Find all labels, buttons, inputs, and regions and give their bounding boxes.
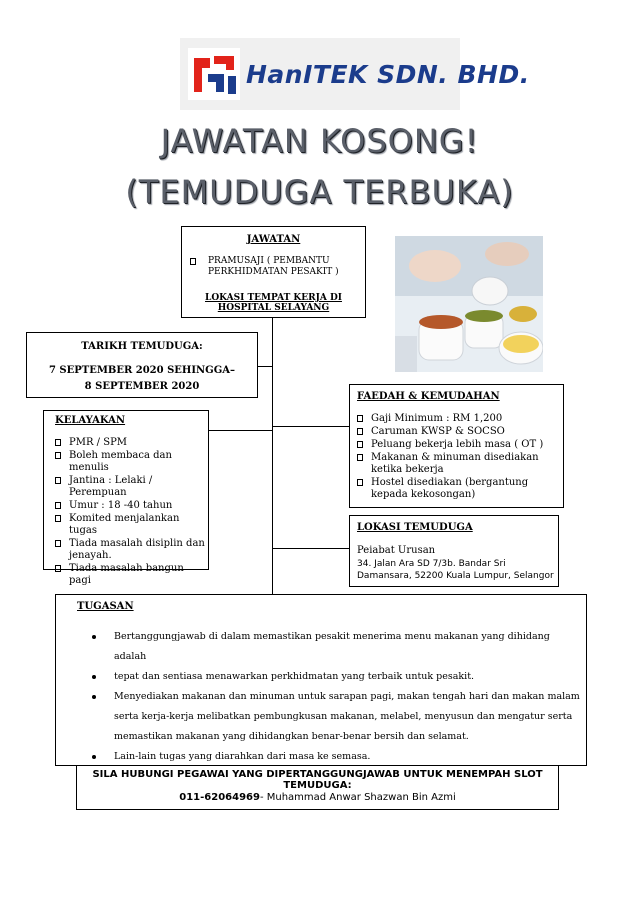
list-item: Peluang bekerja lebih masa ( OT ) <box>357 439 557 451</box>
contact-person: - Muhammad Anwar Shazwan Bin Azmi <box>259 792 456 803</box>
lokasi-box <box>349 515 559 587</box>
list-item: Hostel disediakan (bergantung kepada kekosongan) <box>357 477 557 501</box>
jawatan-item-text: PRAMUSAJI ( PEMBANTU PERKHIDMATAN PESAKIT ) <box>208 256 339 277</box>
connector-main-vertical <box>272 318 273 595</box>
tarikh-heading: TARIKH TEMUDUGA: <box>81 341 203 352</box>
checkbox-icon <box>55 439 61 446</box>
checkbox-icon <box>357 441 363 448</box>
list-item: Komited menjalankan tugas <box>55 513 205 537</box>
bullet-icon <box>92 695 96 699</box>
hanitek-logo-icon <box>188 48 240 100</box>
checkbox-icon <box>357 428 363 435</box>
list-item: PMR / SPM <box>55 437 205 449</box>
tarikh-date-start: 7 SEPTEMBER 2020 SEHINGGA– <box>48 365 236 376</box>
contact-box <box>76 766 559 810</box>
checkbox-icon <box>55 515 61 522</box>
headline-subtitle: (TEMUDUGA TERBUKA) <box>125 173 514 211</box>
checkbox-icon <box>55 540 61 547</box>
checkbox-icon <box>357 479 363 486</box>
connector-kelayakan <box>209 430 272 431</box>
checkbox-icon <box>55 452 61 459</box>
faedah-heading: FAEDAH & KEMUDAHAN <box>357 391 500 402</box>
tugasan-box <box>55 594 587 766</box>
kelayakan-list <box>55 437 205 588</box>
list-item: tepat dan sentiasa menawarkan perkhidmatan yang terbaik untuk pesakit. <box>92 667 582 687</box>
list-item: Gaji Minimum : RM 1,200 <box>357 413 557 425</box>
headline-title: JAWATAN KOSONG! <box>160 122 479 160</box>
checkbox-icon <box>55 477 61 484</box>
list-item: Lain-lain tugas yang diarahkan dari masa ke semasa. <box>92 747 582 767</box>
tarikh-box <box>26 332 258 398</box>
bullet-icon <box>92 755 96 759</box>
jawatan-location: LOKASI TEMPAT KERJA DI HOSPITAL SELAYANG <box>205 293 342 313</box>
kelayakan-heading: KELAYAKAN <box>55 415 126 426</box>
list-item: Bertanggungjawab di dalam memastikan pesakit menerima menu makanan yang dihidang adalah <box>92 627 582 667</box>
bullet-icon <box>92 675 96 679</box>
connector-tarikh <box>258 366 272 367</box>
checkbox-icon <box>357 454 363 461</box>
list-item: Caruman KWSP & SOCSO <box>357 426 557 438</box>
checkbox-icon <box>190 258 196 265</box>
connector-lokasi <box>272 548 349 549</box>
tarikh-dates <box>27 363 257 395</box>
jawatan-box <box>181 226 366 318</box>
company-logo <box>180 38 530 110</box>
list-item: Boleh membaca dan menulis <box>55 450 205 474</box>
list-item: Makanan & minuman disediakan ketika bekerja <box>357 452 557 476</box>
connector-faedah <box>272 426 349 427</box>
checkbox-icon <box>55 565 61 572</box>
food-service-photo <box>395 236 543 372</box>
kelayakan-box <box>43 410 209 586</box>
company-name: HanITEK SDN. BHD. <box>246 60 530 89</box>
contact-line <box>77 792 558 803</box>
list-item: Menyediakan makanan dan minuman untuk sarapan pagi, makan tengah hari dan makan malam serta kerja-kerja melibatkan pembungkusan makanan, melabel, menyusun dan mengatur serta memastikan makanan yang dihidangkan benar-benar bersih dan selamat. <box>92 687 582 747</box>
checkbox-icon <box>357 415 363 422</box>
tugasan-heading: TUGASAN <box>77 601 134 612</box>
tarikh-date-end: 8 SEPTEMBER 2020 <box>84 381 200 392</box>
list-item: Tiada masalah disiplin dan jenayah. <box>55 538 205 562</box>
lokasi-heading: LOKASI TEMUDUGA <box>357 522 473 533</box>
faedah-list <box>357 413 557 502</box>
contact-instruction: SILA HUBUNGI PEGAWAI YANG DIPERTANGGUNGJAWAB UNTUK MENEMPAH SLOT TEMUDUGA: <box>92 769 543 791</box>
checkbox-icon <box>55 502 61 509</box>
faedah-box <box>349 384 564 508</box>
jawatan-item <box>190 256 360 278</box>
list-item: Umur : 18 -40 tahun <box>55 500 205 512</box>
contact-phone[interactable]: 011-62064969 <box>179 792 260 803</box>
list-item: Tiada masalah bangun pagi <box>55 563 205 587</box>
lokasi-office: Peiabat Urusan <box>357 545 436 556</box>
lokasi-address: 34. Jalan Ara SD 7/3b. Bandar Sri Damansara, 52200 Kuala Lumpur, Selangor <box>357 559 554 581</box>
list-item: Jantina : Lelaki / Perempuan <box>55 475 205 499</box>
jawatan-heading: JAWATAN <box>246 234 301 245</box>
tugasan-list <box>92 627 582 767</box>
bullet-icon <box>92 635 96 639</box>
